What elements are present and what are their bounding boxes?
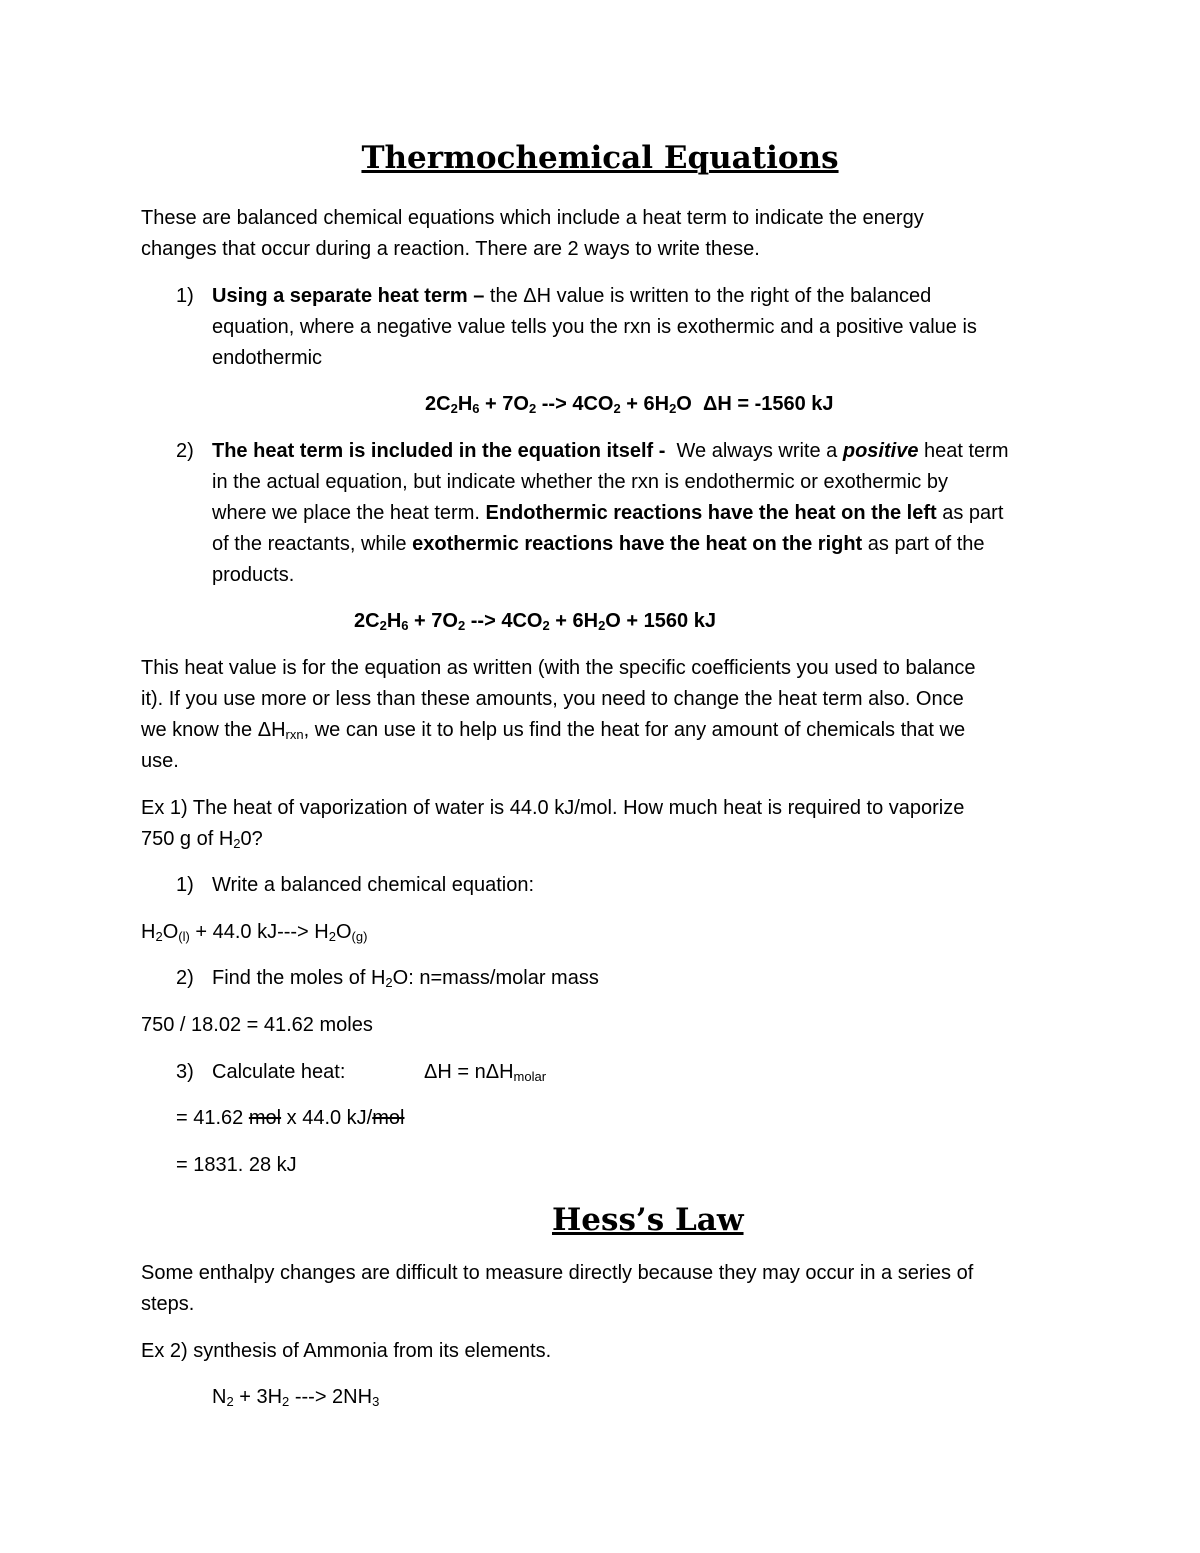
intro-line-2: changes that occur during a reaction. There are 2 ways to write these. — [141, 238, 760, 260]
hess-equation: $N_2 + 3H_2$ ---> $2NH_3$ — [212, 1386, 380, 1409]
method2-line-5: products. — [212, 564, 295, 586]
method2-line-4: of the reactants, while exothermic reactions have the heat on the right as part of the — [212, 533, 985, 555]
equation-2: $2C_2H_6 + 7O_2$ --> $4CO_2 + 6H_2O + 1560$ kJ — [354, 610, 716, 633]
equation-1: $2C_2H_6 + 7O_2$ --> $4CO_2 + 6H_2O$ ΔH = -1560 kJ — [425, 393, 834, 416]
method2-number: 2) — [176, 440, 194, 462]
ex1-equation: $H_2O_{(l)} + 44.0$ $kJ---> H_2O_{(g)}$ — [141, 921, 368, 944]
title-thermochemical-equations: Thermochemical Equations — [361, 140, 839, 176]
ex1-line-2: 750 g of $H_20$? — [141, 828, 263, 851]
method2-heading: The heat term is included in the equation itself - — [212, 440, 666, 462]
hess-example-2: Ex 2) synthesis of Ammonia from its elements. — [141, 1340, 552, 1362]
ex1-step2-number: 2) — [176, 967, 194, 989]
method2-line-3: where we place the heat term. Endothermic reactions have the heat on the left as part — [212, 502, 1004, 524]
method2-line-2: in the actual equation, but indicate whether the rxn is endothermic or exothermic by — [212, 471, 948, 493]
ex1-result: = 1831. 28 kJ — [176, 1154, 297, 1176]
hess-line-2: steps. — [141, 1293, 195, 1315]
intro-line-1: These are balanced chemical equations which include a heat term to indicate the energy — [141, 207, 924, 229]
ex1-step2: Find the moles of $H_2O$: n=mass/molar mass — [212, 967, 599, 990]
method1-number: 1) — [176, 285, 194, 307]
ex1-step3: Calculate heat: — [212, 1061, 346, 1083]
ex1-step3-number: 3) — [176, 1061, 194, 1083]
ex1-formula: ΔH = nΔH$_{molar}$ — [424, 1061, 547, 1084]
title-hess-law: Hess’s Law — [552, 1202, 744, 1238]
method1-line-3: endothermic — [212, 347, 323, 369]
ex1-step1: Write a balanced chemical equation: — [212, 874, 535, 896]
para2-line-1: This heat value is for the equation as written (with the specific coefficients you used to balance — [141, 657, 976, 679]
method1-line-1 — [212, 282, 931, 310]
para2-line-3: we know the $\Delta H_{rxn}$, we can use it to help us find the heat for any amount of chemicals that we — [141, 719, 966, 742]
method1-line-2: equation, where a negative value tells you the rxn is exothermic and a positive value is — [212, 316, 977, 338]
para2-line-2: it). If you use more or less than these amounts, you need to change the heat term also. Once — [141, 688, 964, 710]
hess-line-1: Some enthalpy changes are difficult to measure directly because they may occur in a series of — [141, 1262, 974, 1284]
ex1-step1-number: 1) — [176, 874, 194, 896]
method1-text: the ΔH value is written to the right of the balanced — [484, 285, 932, 307]
emphasis-positive: positive — [842, 440, 919, 462]
ex1-calc-moles: 750 / 18.02 = 41.62 moles — [141, 1014, 373, 1036]
para2-line-4: use. — [141, 750, 179, 772]
method1-heading: Using a separate heat term – — [212, 285, 485, 307]
method2-line-1: The heat term is included in the equation itself - We always write a positive heat term — [212, 440, 1009, 462]
ex1-calc-heat: = 41.62 mol x 44.0 kJ/mol — [176, 1107, 405, 1129]
ex1-line-1: Ex 1) The heat of vaporization of water is 44.0 kJ/mol. How much heat is required to vaporize — [141, 797, 965, 819]
